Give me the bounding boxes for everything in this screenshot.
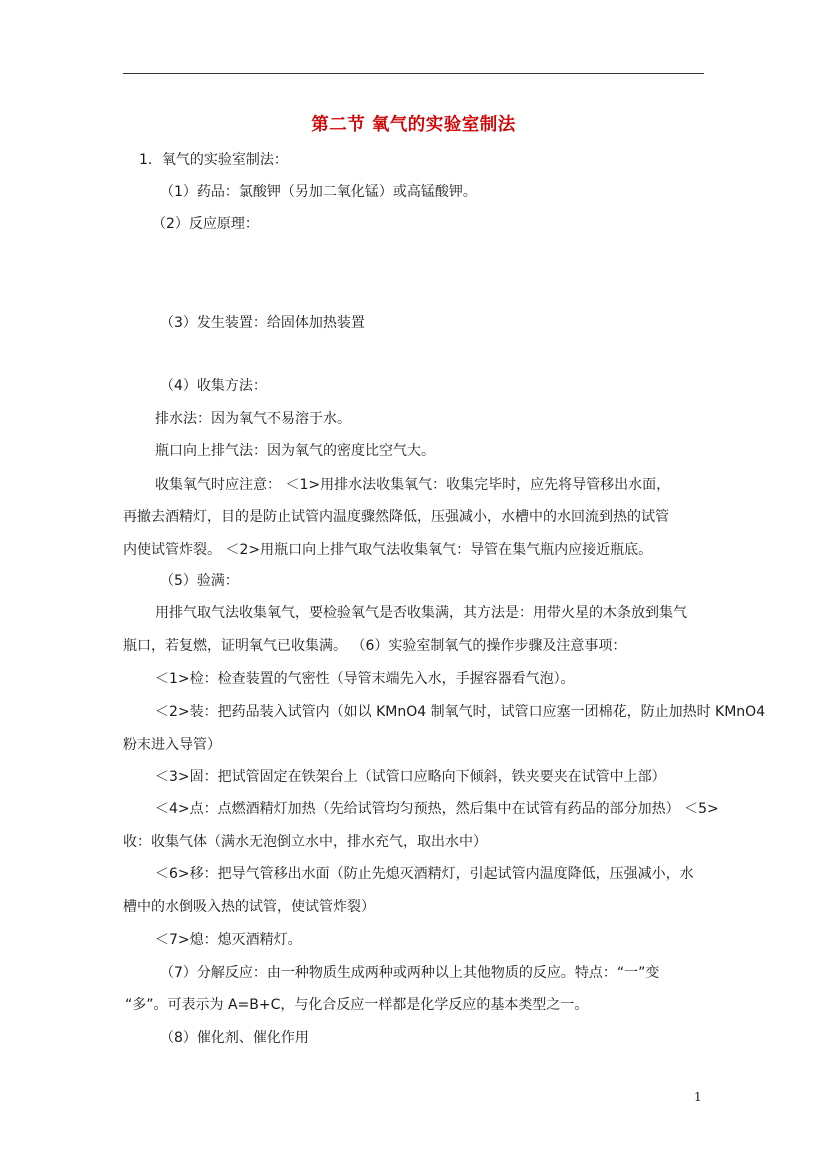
text-line: 再撤去酒精灯，目的是防止试管内温度骤然降低，压强减小，水槽中的水回流到热的试管 bbox=[123, 509, 669, 525]
text-line: （1）药品：氯酸钾（另加二氧化锰）或高锰酸钾。 bbox=[160, 184, 477, 200]
text-line: 槽中的水倒吸入热的试管，使试管炸裂） bbox=[123, 899, 375, 915]
text-line: （5）验满： bbox=[160, 573, 239, 589]
header-rule bbox=[123, 73, 704, 74]
text-line: （7）分解反应：由一种物质生成两种或两种以上其他物质的反应。特点：“一”变 bbox=[160, 965, 660, 981]
text-line: 收：收集气体（满水无泡倒立水中，排水充气，取出水中） bbox=[123, 834, 487, 850]
text-line: （2）反应原理： bbox=[152, 216, 259, 232]
text-line: 用排气取气法收集氧气，要检验氧气是否收集满，其方法是：用带火星的木条放到集气 bbox=[155, 605, 687, 621]
text-line: 内使试管炸裂。 ＜2>用瓶口向上排气取气法收集氧气：导管在集气瓶内应接近瓶底。 bbox=[123, 542, 653, 558]
text-line: ＜4>点：点燃酒精灯加热（先给试管均匀预热，然后集中在试管有药品的部分加热） ＜5> bbox=[155, 801, 719, 817]
text-line: 收集氧气时应注意： ＜1>用排水法收集氧气：收集完毕时，应先将导管移出水面， bbox=[155, 477, 671, 493]
text-line: 粉末进入导管） bbox=[123, 737, 221, 753]
page-title: 第二节 氧气的实验室制法 bbox=[311, 115, 516, 135]
text-line: （8）催化剂、催化作用 bbox=[160, 1030, 309, 1046]
text-line: ＜1>检：检查装置的气密性（导管末端先入水，手握容器看气泡）。 bbox=[155, 671, 575, 687]
text-line: ＜2>装：把药品装入试管内（如以 KMnO4 制氧气时，试管口应塞一团棉花，防止加热时 KMnO4 bbox=[155, 704, 766, 720]
text-line: 1．氧气的实验室制法： bbox=[139, 152, 288, 168]
text-line: ＜6>移：把导气管移出水面（防止先熄灭酒精灯，引起试管内温度降低，压强减小，水 bbox=[155, 866, 694, 882]
text-line: ＜7>熄：熄灭酒精灯。 bbox=[155, 932, 302, 948]
text-line: “多”。可表示为 A=B+C，与化合反应一样都是化学反应的基本类型之一。 bbox=[125, 997, 589, 1013]
page-number: 1 bbox=[694, 1090, 702, 1104]
text-line: 瓶口，若复燃，证明氧气已收集满。 （6）实验室制氧气的操作步骤及注意事项： bbox=[123, 638, 627, 654]
text-line: 瓶口向上排气法：因为氧气的密度比空气大。 bbox=[155, 443, 435, 459]
text-line: 排水法：因为氧气不易溶于水。 bbox=[155, 411, 351, 427]
text-line: （3）发生装置：给固体加热装置 bbox=[160, 315, 365, 331]
text-line: （4）收集方法： bbox=[160, 378, 267, 394]
text-line: ＜3>固：把试管固定在铁架台上（试管口应略向下倾斜，铁夹要夹在试管中上部） bbox=[155, 769, 666, 785]
